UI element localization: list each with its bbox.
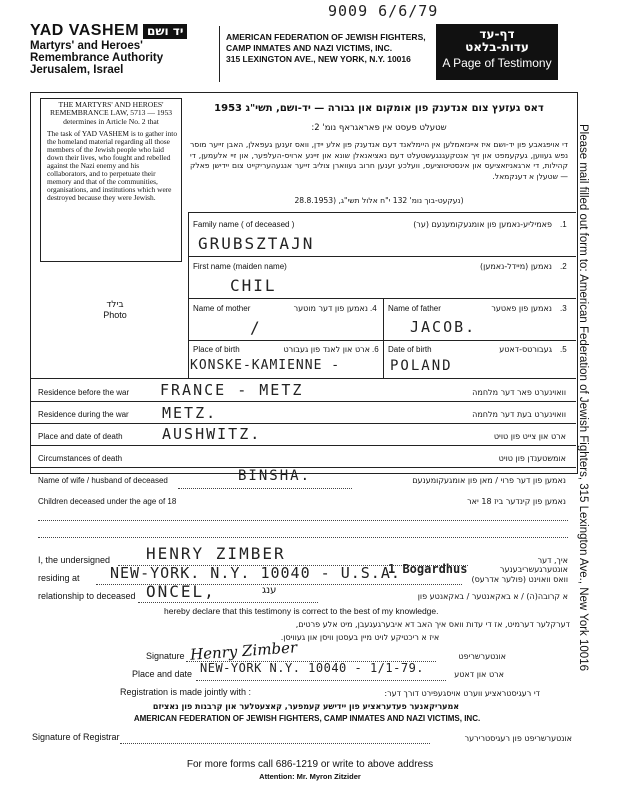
relationship-hebrew: א קרובה(ה) / א באקאנטער / באקאנטע פון xyxy=(417,592,568,601)
residence-before-label: Residence before the war xyxy=(38,388,130,397)
first-name-num: .2 xyxy=(560,262,567,271)
undersigned-value[interactable]: HENRY ZIMBER xyxy=(146,544,286,563)
birthplace-value[interactable]: KONSKE-KAMIENNE - xyxy=(190,358,341,373)
signature-label: Signature xyxy=(146,651,185,661)
yad-vashem-name: YAD VASHEM xyxy=(30,22,140,39)
grid-line-6 xyxy=(30,401,576,402)
registrar-label: Signature of Registrar xyxy=(32,732,120,742)
grid-left-line xyxy=(188,212,189,378)
grid-line-5 xyxy=(30,378,576,379)
hebrew-law-date: (נעקעט-בוך נומ' 132 י"ח אלול תשי"ג, (28.8.1953 xyxy=(294,196,464,205)
grid-line-4 xyxy=(188,340,576,341)
family-name-label: Family name ( of deceased ) xyxy=(193,220,295,229)
children-dotted-line-1 xyxy=(38,520,568,521)
testimony-hebrew: דף-עד עדות-בלאט xyxy=(465,27,529,54)
testimony-english: A Page of Testimony xyxy=(442,56,552,70)
death-label: Place and date of death xyxy=(38,432,123,441)
spouse-dotted-line xyxy=(178,488,352,489)
law-body: The task of YAD VASHEM is to gather into the homeland material regarding all those members of the Jewish people who laid down their lives, who fought and rebelled against the Nazi enemy and his collaborators, and to perpetuate their memory and that of the communities, organisations, and institutions which were destroyed because they were Jewish. xyxy=(47,129,178,203)
relationship-dotted-line xyxy=(138,602,318,603)
grid-line-2 xyxy=(188,256,576,257)
federation-english-name: AMERICAN FEDERATION OF JEWISH FIGHTERS, CAMP INMATES AND NAZI VICTIMS, INC. xyxy=(133,714,481,723)
children-label: Children deceased under the age of 18 xyxy=(38,497,177,506)
first-name-label: First name (maiden name) xyxy=(193,262,287,271)
federation-line1: AMERICAN FEDERATION OF JEWISH FIGHTERS, xyxy=(226,32,426,42)
header-divider xyxy=(219,26,220,82)
undersigned-label: I, the undersigned xyxy=(38,555,111,565)
residence-during-hebrew: וואוינערט בעת דער מלחמה xyxy=(472,410,566,419)
grid-line-3 xyxy=(188,298,576,299)
first-name-value[interactable]: CHIL xyxy=(230,276,277,295)
federation-header xyxy=(226,32,434,65)
declaration-hebrew-2: איז א ריכטיקע לויט מיין בעסטן וויסן און געוויסן. xyxy=(280,633,440,642)
hebrew-law-subtitle: שטעלט פעסט אין פאראגראף נומ' 2: xyxy=(311,123,447,133)
federation-line2: CAMP INMATES AND NAZI VICTIMS, INC. xyxy=(226,43,393,53)
family-name-hebrew: פאמיליע-נאמען פון אומגעקומענעם (ער) xyxy=(413,220,552,229)
father-name-hebrew: נאמען פון פאטער xyxy=(491,304,552,313)
yad-vashem-hebrew-badge: יד ושם xyxy=(143,24,187,39)
birthdate-value[interactable]: POLAND xyxy=(390,358,453,374)
mother-name-value[interactable]: / xyxy=(250,318,262,337)
footer-line2: Attention: Mr. Myron Zitzider xyxy=(259,772,361,781)
mother-name-num: .4 xyxy=(370,304,377,313)
placedate-label: Place and date xyxy=(132,669,193,679)
federation-hebrew: אמעריקאנער פעדעראציע פון יידישע קעמפער, קאצעטלער און קרבנות פון נאציזם xyxy=(152,702,460,711)
spouse-value[interactable]: BINSHA. xyxy=(238,468,312,484)
yad-vashem-line3: Jerusalem, Israel xyxy=(30,64,124,76)
father-name-label: Name of father xyxy=(388,304,441,313)
declaration-hebrew-1: דערקלער דערמיט, אז די עדות וואס איך האב דא איבערגעגעבן, מיט אלע פרטים, xyxy=(295,620,570,629)
relationship-extra[interactable]: ענג xyxy=(262,585,277,596)
footer-line1: For more forms call 686-1219 or write to above address xyxy=(186,759,434,770)
placedate-hebrew: ארט און דאטע xyxy=(454,670,504,679)
placedate-dotted-line xyxy=(196,680,446,681)
jointly-label: Registration is made jointly with : xyxy=(120,687,252,697)
grid-line-8 xyxy=(30,445,576,446)
grid-line-1 xyxy=(188,212,576,213)
hebrew-law-body: די אויפגאבע פון יד-ושם איז איינזאמלען אין היימלאנד דעם אנדענק פון אלע יידן, וואס זענען געפאלן, האבן זייער מוסר נפש געווען, געקעמפט און זיך אנטקעגנגעשטעלט דעם נאציאנאלן שונא און זיינע ארויס-העלפער, און זיי אלעמען, די קהילות, די ארגאניזאציעס און אינסטיטוציעס, וועלכע זענען חרוב געווארן צוליב זייער אנגעהעריקייט צום יידישן פאלק — שטעלן א דענקמאל. xyxy=(190,140,568,181)
residence-before-hebrew: וואוינערט פאר דער מלחמה xyxy=(472,388,566,397)
yad-vashem-line1: Martyrs' and Heroes' xyxy=(30,40,143,52)
spouse-label: Name of wife / husband of deceased xyxy=(38,476,168,485)
yad-vashem-line2: Remembrance Authority xyxy=(30,52,164,64)
birthdate-num: .5 xyxy=(560,345,567,354)
birthplace-hebrew: ארט און לאנד פון געבורט xyxy=(283,345,370,354)
photo-area xyxy=(60,300,170,320)
declaration-statement: hereby declare that this testimony is correct to the best of my knowledge. xyxy=(164,606,439,616)
circumstances-label: Circumstances of death xyxy=(38,454,123,463)
death-value[interactable]: AUSHWITZ. xyxy=(162,425,262,443)
registrar-dotted-line xyxy=(120,743,430,744)
first-name-hebrew: נאמען (מיידל-נאמען) xyxy=(480,262,552,271)
yad-vashem-header xyxy=(30,22,216,80)
family-name-value[interactable]: GRUBSZTAJN xyxy=(198,234,315,253)
spouse-hebrew: נאמען פון דער פרוי / מאן פון אומגעקומענעם xyxy=(412,476,566,485)
children-dotted-line-2 xyxy=(38,537,568,538)
father-name-value[interactable]: JACOB. xyxy=(410,318,477,336)
residence-during-label: Residence during the war xyxy=(38,410,129,419)
undersigned-hebrew: איך, דער אונטערגעשריבענער xyxy=(499,556,568,574)
birthplace-label: Place of birth xyxy=(193,345,240,354)
birthplace-num: .6 xyxy=(372,345,379,354)
jointly-hebrew: די רעגיסטראציע ווערט אויסגעפירט דורך דער: xyxy=(384,689,540,698)
family-name-num: .1 xyxy=(560,220,567,229)
death-hebrew: ארט און צייט פון טויט xyxy=(493,432,566,441)
hebrew-law-title: דאס געזעץ צום אנדענק פון אומקום און גבורה — יד-ושם, תשי"ג 1953 xyxy=(214,103,544,114)
residence-before-value[interactable]: FRANCE - METZ xyxy=(160,381,304,399)
grid-mid-line xyxy=(383,298,384,378)
handwritten-record-number: 9009 6/6/79 xyxy=(328,2,439,20)
grid-line-7 xyxy=(30,423,576,424)
law-box xyxy=(40,98,182,262)
birthdate-label: Date of birth xyxy=(388,345,432,354)
residing-extra[interactable]: 1 Bogardhus xyxy=(388,562,468,576)
residence-during-value[interactable]: METZ. xyxy=(162,404,218,422)
signature-value[interactable]: Henry Zimber xyxy=(189,638,298,664)
father-name-num: .3 xyxy=(560,304,567,313)
signature-hebrew: אונטערשריפט xyxy=(458,652,506,661)
residing-hebrew: וואס וואוינט (פולער אדרעס) xyxy=(471,575,568,584)
placedate-value[interactable]: NEW-YORK N.Y. 10040 - 1/1-79. xyxy=(200,661,425,675)
mother-name-hebrew: נאמען פון דער מוטער xyxy=(293,304,368,313)
children-hebrew: נאמען פון קינדער ביז 18 יאר xyxy=(467,497,566,506)
relationship-label: relationship to deceased xyxy=(38,591,136,601)
mail-instruction-side-text: Please mail filled out form to: American Federation of Jewish Fighters, 315 Lexington Ave., New York 10016 xyxy=(577,124,589,671)
mother-name-label: Name of mother xyxy=(193,304,251,313)
federation-line3: 315 LEXINGTON AVE., NEW YORK, N.Y. 10016 xyxy=(226,54,411,64)
residing-label: residing at xyxy=(38,573,80,583)
registrar-hebrew: אונטערשריפט פון רעגיסטרירער xyxy=(464,734,572,743)
circumstances-hebrew: אומשטענדן פון טויט xyxy=(498,454,566,463)
photo-label: Photo xyxy=(103,310,127,320)
law-title: THE MARTYRS' AND HEROES' REMEMBRANCE LAW, 5713 — 1953 determines in Article No. 2 that xyxy=(49,100,173,126)
residing-value[interactable]: NEW-YORK. N.Y. 10040 - U.S.A. xyxy=(110,564,401,582)
birthdate-hebrew: געבורטס-דאטע xyxy=(499,345,552,354)
page-of-testimony-box xyxy=(436,24,558,80)
photo-hebrew: בילד xyxy=(106,300,124,310)
relationship-value[interactable]: ONCEL, xyxy=(146,582,216,601)
